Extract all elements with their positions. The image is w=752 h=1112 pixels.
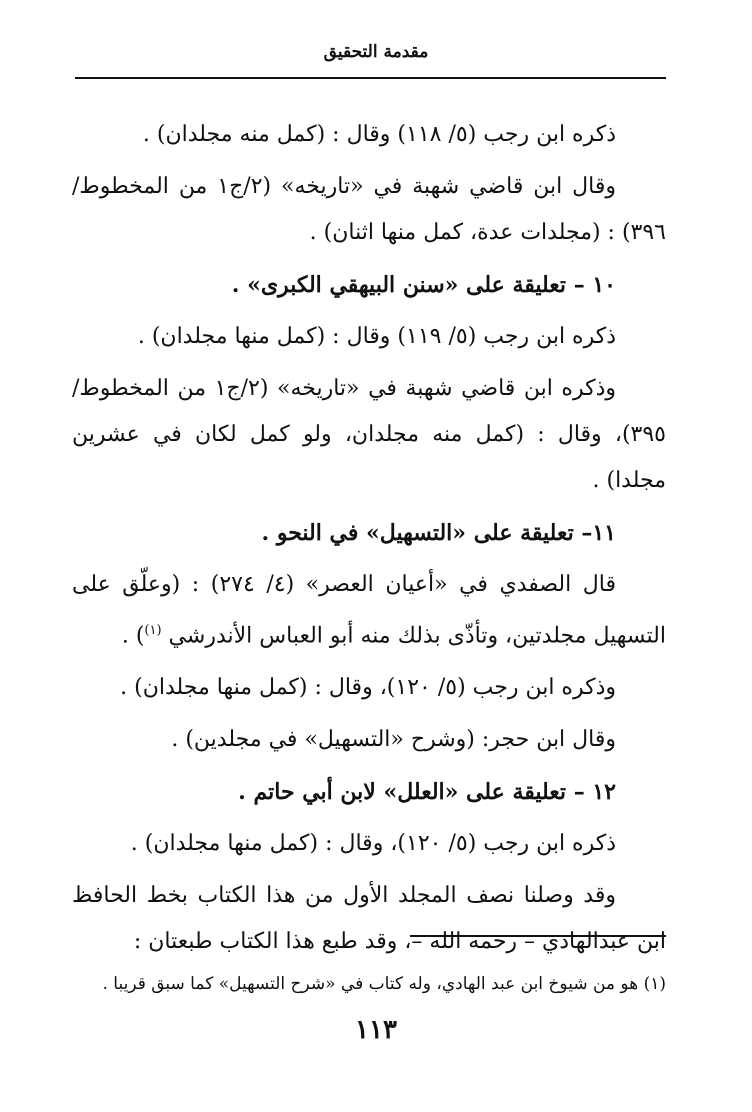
- paragraph-safadi: [72, 562, 666, 659]
- paragraph-ibn-rajab-119: ذكره ابن رجب (٥/ ١١٩) وقال : (كمل منها مجلدان) .: [137, 324, 616, 349]
- paragraph-ibn-qadi-395: وذكره ابن قاضي شهبة في «تاريخه» (٢/ج١ من المخطوط/ ٣٩٥)، وقال : (كمل منه مجلدان، ولو كمل لكان في عشرين مجلدا) .: [72, 376, 666, 493]
- body-text: [72, 112, 666, 971]
- section-heading-12: ١٢ – تعليقة على «العلل» لابن أبي حاتم .: [238, 779, 616, 806]
- running-head: مقدمة التحقيق: [323, 42, 429, 62]
- paragraph-manuscript: وقد وصلنا نصف المجلد الأول من هذا الكتاب بخط الحافظ ابن عبدالهادي – رحمه الله –، وقد طبع هذا الكتاب طبعتان :: [72, 883, 666, 955]
- page-number: ١١٣: [355, 1015, 397, 1045]
- footnote-reference[interactable]: (١): [144, 623, 162, 638]
- paragraph-ibn-rajab-118: ذكره ابن رجب (٥/ ١١٨) وقال : (كمل منه مجلدان) .: [142, 122, 616, 147]
- paragraph-ibn-qadi-396: وقال ابن قاضي شهبة في «تاريخه» (٢/ج١ من المخطوط/ ٣٩٦) : (مجلدات عدة، كمل منها اثنان) .: [72, 174, 666, 245]
- header-rule: [75, 77, 666, 79]
- paragraph-ibn-rajab-120: وذكره ابن رجب (٥/ ١٢٠)، وقال : (كمل منها مجلدان) .: [120, 675, 616, 701]
- paragraph-safadi-tail: ) .: [121, 623, 145, 649]
- footnote-rule: [410, 935, 666, 937]
- paragraph-safadi-text: قال الصفدي في «أعيان العصر» (٤/ ٢٧٤) : (وعلّق على التسهيل مجلدتين، وتأذّى بذلك منه أبو العباس الأندرشي: [72, 572, 666, 649]
- section-heading-11: ١١– تعليقة على «التسهيل» في النحو .: [261, 520, 616, 546]
- paragraph-ibn-hajar: وقال ابن حجر: (وشرح «التسهيل» في مجلدين) .: [171, 727, 616, 753]
- paragraph-ibn-rajab-120-b: ذكره ابن رجب (٥/ ١٢٠)، وقال : (كمل منها مجلدان) .: [130, 831, 616, 857]
- section-heading-10: ١٠ – تعليقة على «سنن البيهقي الكبرى» .: [231, 272, 616, 298]
- footnote: (١) هو من شيوخ ابن عبد الهادي، وله كتاب في «شرح التسهيل» كما سبق قريبا .: [102, 974, 666, 994]
